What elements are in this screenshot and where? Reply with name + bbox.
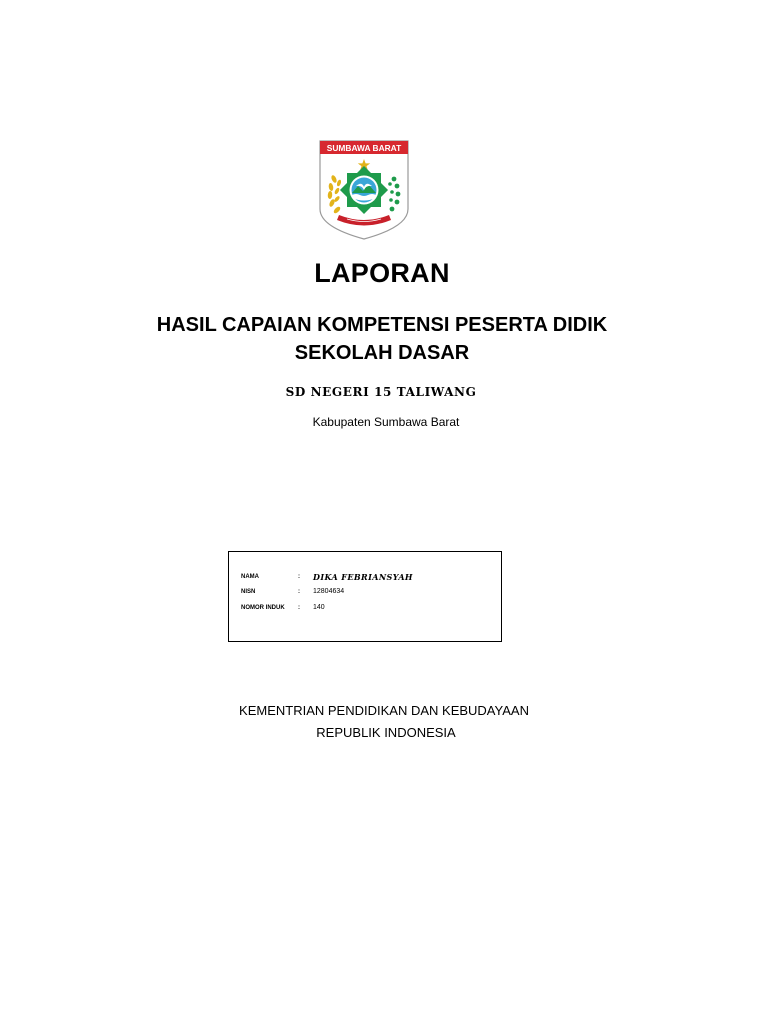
field-colon: : — [298, 574, 300, 580]
field-colon: : — [298, 589, 300, 595]
emblem-banner-text: SUMBAWA BARAT — [326, 142, 402, 153]
ministry-line1: KEMENTRIAN PENDIDIKAN DAN KEBUDAYAAN — [239, 703, 529, 718]
field-colon: : — [298, 605, 300, 611]
student-number-row — [241, 602, 491, 614]
student-identity-box — [228, 551, 502, 642]
report-subtitle-line1: HASIL CAPAIAN KOMPETENSI PESERTA DIDIK — [156, 314, 608, 336]
report-subtitle-line2: SEKOLAH DASAR — [294, 342, 470, 364]
student-number-value: 140 — [313, 604, 325, 611]
student-nisn-value: 12804634 — [313, 588, 345, 595]
school-name: SD NEGERI 15 TALIWANG — [285, 385, 477, 399]
student-name-row — [241, 571, 491, 583]
field-label: NISN — [241, 589, 256, 595]
sumbawa-barat-emblem — [317, 139, 411, 241]
student-nisn-row — [241, 586, 491, 598]
field-label: NOMOR INDUK — [241, 605, 285, 611]
report-title: LAPORAN — [314, 258, 450, 288]
ministry-line2: REPUBLIK INDONESIA — [316, 725, 456, 740]
student-name-value: DIKA FEBRIANSYAH — [313, 572, 413, 582]
field-label: NAMA — [241, 574, 259, 580]
regency-name: Kabupaten Sumbawa Barat — [312, 415, 460, 429]
